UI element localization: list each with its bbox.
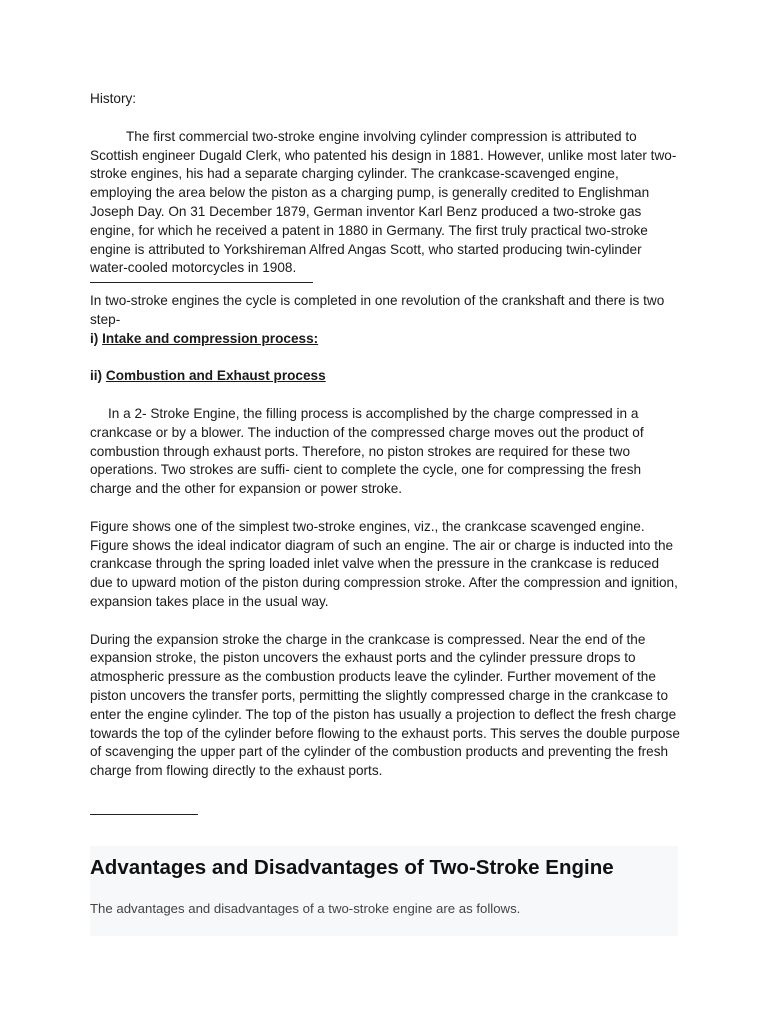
step-intake-compression (90, 330, 680, 349)
history-label: History: (90, 91, 137, 106)
step-number: i) (90, 330, 99, 346)
section-subtext: The advantages and disadvantages of a two-stroke engine are as follows. (90, 901, 521, 916)
step-number: ii) (90, 368, 103, 384)
expansion-stroke-paragraph: During the expansion stroke the charge in the crankcase is compressed. Near the end of the expansion stroke, the piston uncovers the exhaust ports and the cylinder pressure drops to atmospheric pressure as the combustion products leave the cylinder. Further movement of the piston uncovers the transfer ports, permitting the slightly compressed charge in the crankcase to enter the engine cylinder. The top of the piston has usually a projection to deflect the fresh charge towards the top of the cylinder before flowing to the exhaust ports. This serves the double purpose of scavenging the upper part of the cylinder of the combustion products and preventing the fresh charge from flowing directly to the exhaust ports. (90, 631, 680, 779)
section-callout (90, 846, 678, 936)
separator-line (90, 814, 198, 815)
step-label: Intake and compression process: (102, 330, 319, 346)
figure-description-paragraph: Figure shows one of the simplest two-stroke engines, viz., the crankcase scavenged engine. Figure shows the ideal indicator diagram of such an engine. The air or charge is inducted into the crankcase through the spring loaded inlet valve when the pressure in the crankcase is reduced due to upward motion of the piston during compression stroke. After the compression and ignition, expansion takes place in the usual way. (90, 518, 678, 609)
step-label: Combustion and Exhaust process (105, 368, 326, 384)
document-body (90, 90, 680, 815)
filling-process-paragraph: In a 2- Stroke Engine, the filling process is accomplished by the charge compressed in a crankcase or by a blower. The induction of the compressed charge moves out the product of combustion through exhaust ports. Therefore, no piston strokes are required for these two operations. Two strokes are suffi- cient to complete the cycle, one for compressing the fresh charge and the other for expansion or power stroke. (90, 405, 644, 497)
cycle-intro-paragraph: In two-stroke engines the cycle is completed in one revolution of the crankshaft and there is two step- (90, 293, 665, 327)
separator-line (90, 282, 313, 283)
step-combustion-exhaust (90, 367, 680, 386)
history-paragraph: The first commercial two-stroke engine involving cylinder compression is attributed to Scottish engineer Dugald Clerk, who patented his design in 1881. However, unlike most later two-stroke engines, his had a separate charging cylinder. The crankcase-scavenged engine, employing the area below the piston as a charging pump, is generally credited to Englishman Joseph Day. On 31 December 1879, German inventor Karl Benz produced a two-stroke gas engine, for which he received a patent in 1880 in Germany. The first truly practical two-stroke engine is attributed to Yorkshireman Alfred Angas Scott, who started producing twin-cylinder water-cooled motorcycles in 1908. (90, 128, 677, 276)
section-heading: Advantages and Disadvantages of Two-Stroke Engine (90, 856, 614, 879)
